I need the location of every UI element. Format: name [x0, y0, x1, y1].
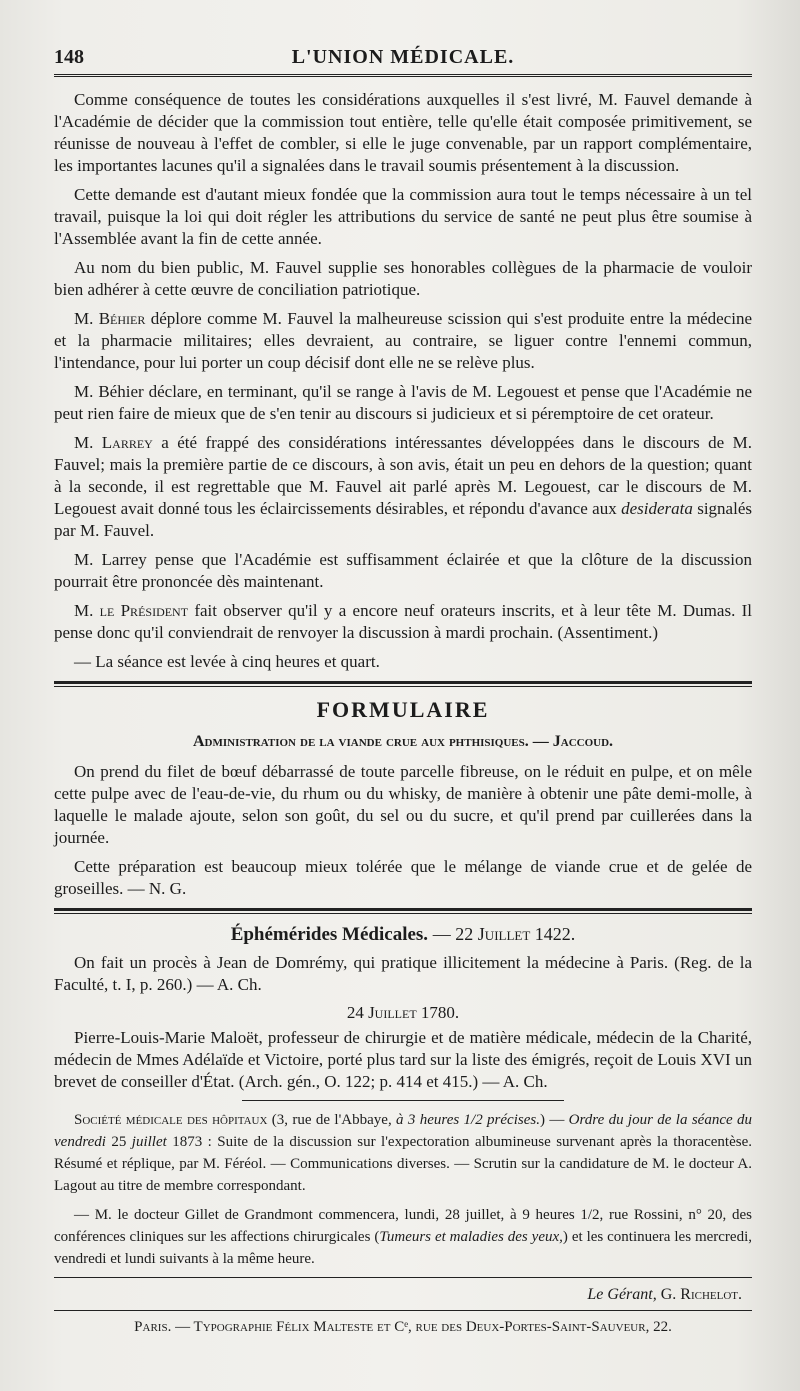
president-paragraph: M. le Président fait observer qu'il y a encore neuf orateurs inscrits, et à leur tête M. Dumas. Il pense donc qu'il conviendrait de renvoyer la discussion à mardi prochain. (Assentiment.)	[54, 601, 752, 642]
printer-imprint: Paris. — Typographie Félix Malteste et Cᵉ, rue des Deux-Portes-Saint-Sauveur, 22.	[134, 1319, 672, 1335]
fauvel-paragraph-1: Comme conséquence de toutes les considérations auxquelles il s'est livré, M. Fauvel demande à l'Académie de décider que la commission tout entière, telle qu'elle était composée primitivement, se réunisse de nouveau à l'effet de combler, si elle le juge convenable, par un rapport complémentaire, les importantes lacunes qu'il a signalées dans le travail soumis présentement à la discussion.	[54, 90, 752, 175]
ephemerides-entry-1: On fait un procès à Jean de Domrémy, qui pratique illicitement la médecine à Paris. (Reg. de la Faculté, t. I, p. 260.) — A. Ch.	[54, 953, 752, 994]
closing-line: — La séance est levée à cinq heures et quart.	[74, 652, 380, 671]
ephemerides-entry-2: Pierre-Louis-Marie Maloët, professeur de chirurgie et de matière médicale, médecin de la Charité, médecin de Mmes Adélaïde et Victoire, porté plus tard sur la liste des émigrés, reçoit de Louis XVI un brevet de conseiller d'État. (Arch. gén., O. 122; p. 414 et 415.) — A. Ch.	[54, 1028, 752, 1091]
formulaire-paragraph-1: On prend du filet de bœuf débarrassé de toute parcelle fibreuse, on le réduit en pulpe, et on mêle cette pulpe avec de l'eau-de-vie, du rhum ou du whisky, de manière à obtenir une pâte demi-molle, à laquelle le malade ajoute, selon son goût, du sel ou du sucre, et qu'il prend par cuillerées dans la journée.	[54, 762, 752, 847]
societe-notice: Société médicale des hôpitaux (3, rue de l'Abbaye, à 3 heures 1/2 précises.) — Ordre du jour de la séance du vendredi 25 juillet 1873 : Suite de la discussion sur l'expectoration albumineuse survenant après la thoracentèse. Résumé et réplique, par M. Féréol. — Communications diverses. — Scrutin sur la candidature de M. le docteur A. Lagout au titre de membre correspondant.	[54, 1112, 752, 1194]
speaker-behier: M. Béhier	[74, 309, 146, 328]
ephemerides-title: Éphémérides Médicales. — 22 Juillet 1422.	[230, 924, 576, 945]
fauvel-paragraph-2: Cette demande est d'autant mieux fondée que la commission aura tout le temps nécessaire à un tel travail, puisque la loi qui doit régler les attributions du service de santé ne peut plus être soumise à l'Assemblée avant la fin de cette année.	[54, 185, 752, 248]
larrey-paragraph-1: M. Larrey a été frappé des considérations intéressantes développées dans le discours de M. Fauvel; mais la première partie de ce discours, à son avis, était un peu en dehors de la question; quant à la seconde, il est regrettable que M. Fauvel ait parlé après M. Legouest, car le discours de M. Legouest avait donné tous les éclaircissements désirables, et répondu d'avance aux desiderata signalés par M. Fauvel.	[54, 433, 753, 540]
formulaire-subtitle: Administration de la viande crue aux phthisiques. — Jaccoud.	[192, 733, 614, 750]
speaker-larrey: M. Larrey	[74, 433, 153, 452]
behier-paragraph-2: M. Béhier déclare, en terminant, qu'il se range à l'avis de M. Legouest et pense que l'Académie ne peut rien faire de mieux que de s'en tenir au discours si judicieux et si péremptoire de cet orateur.	[54, 382, 752, 423]
page-number: 148	[54, 46, 84, 68]
signature: Le Gérant, G. Richelot.	[587, 1286, 742, 1303]
ephemerides-date-2: 24 Juillet 1780.	[346, 1003, 460, 1022]
short-divider	[242, 1100, 563, 1101]
section-divider	[54, 681, 752, 687]
formulaire-paragraph-2: Cette préparation est beaucoup mieux tolérée que le mélange de viande crue et de gelée de groseilles. — N. G.	[54, 857, 752, 898]
speaker-president: M. le Président	[74, 601, 189, 620]
footer-divider	[54, 1310, 752, 1311]
footer-divider	[54, 1277, 752, 1278]
journal-title: L'UNION MÉDICALE.	[291, 46, 515, 68]
fauvel-paragraph-3: Au nom du bien public, M. Fauvel supplie ses honorables collègues de la pharmacie de vouloir bien adhérer à cette œuvre de conciliation patriotique.	[54, 258, 752, 299]
section-divider	[54, 908, 752, 914]
behier-paragraph-1: M. Béhier déplore comme M. Fauvel la malheureuse scission qui s'est produite entre la médecine et la pharmacie militaires; elles devraient, au contraire, se liguer contre l'ennemi commun, l'intendance, pour lui porter un coup décisif dont elle ne se relève plus.	[54, 309, 752, 372]
running-head	[54, 40, 752, 77]
larrey-paragraph-2: M. Larrey pense que l'Académie est suffisamment éclairée et que la clôture de la discussion pourrait être prononcée dès maintenant.	[54, 550, 752, 591]
formulaire-title: FORMULAIRE	[316, 697, 490, 722]
gillet-notice: — M. le docteur Gillet de Grandmont commencera, lundi, 28 juillet, à 9 heures 1/2, rue Rossini, n° 20, des conférences cliniques sur les affections chirurgicales (Tumeurs et maladies des yeux,) et les continuera les mercredi, vendredi et lundi suivants à la même heure.	[54, 1207, 752, 1267]
